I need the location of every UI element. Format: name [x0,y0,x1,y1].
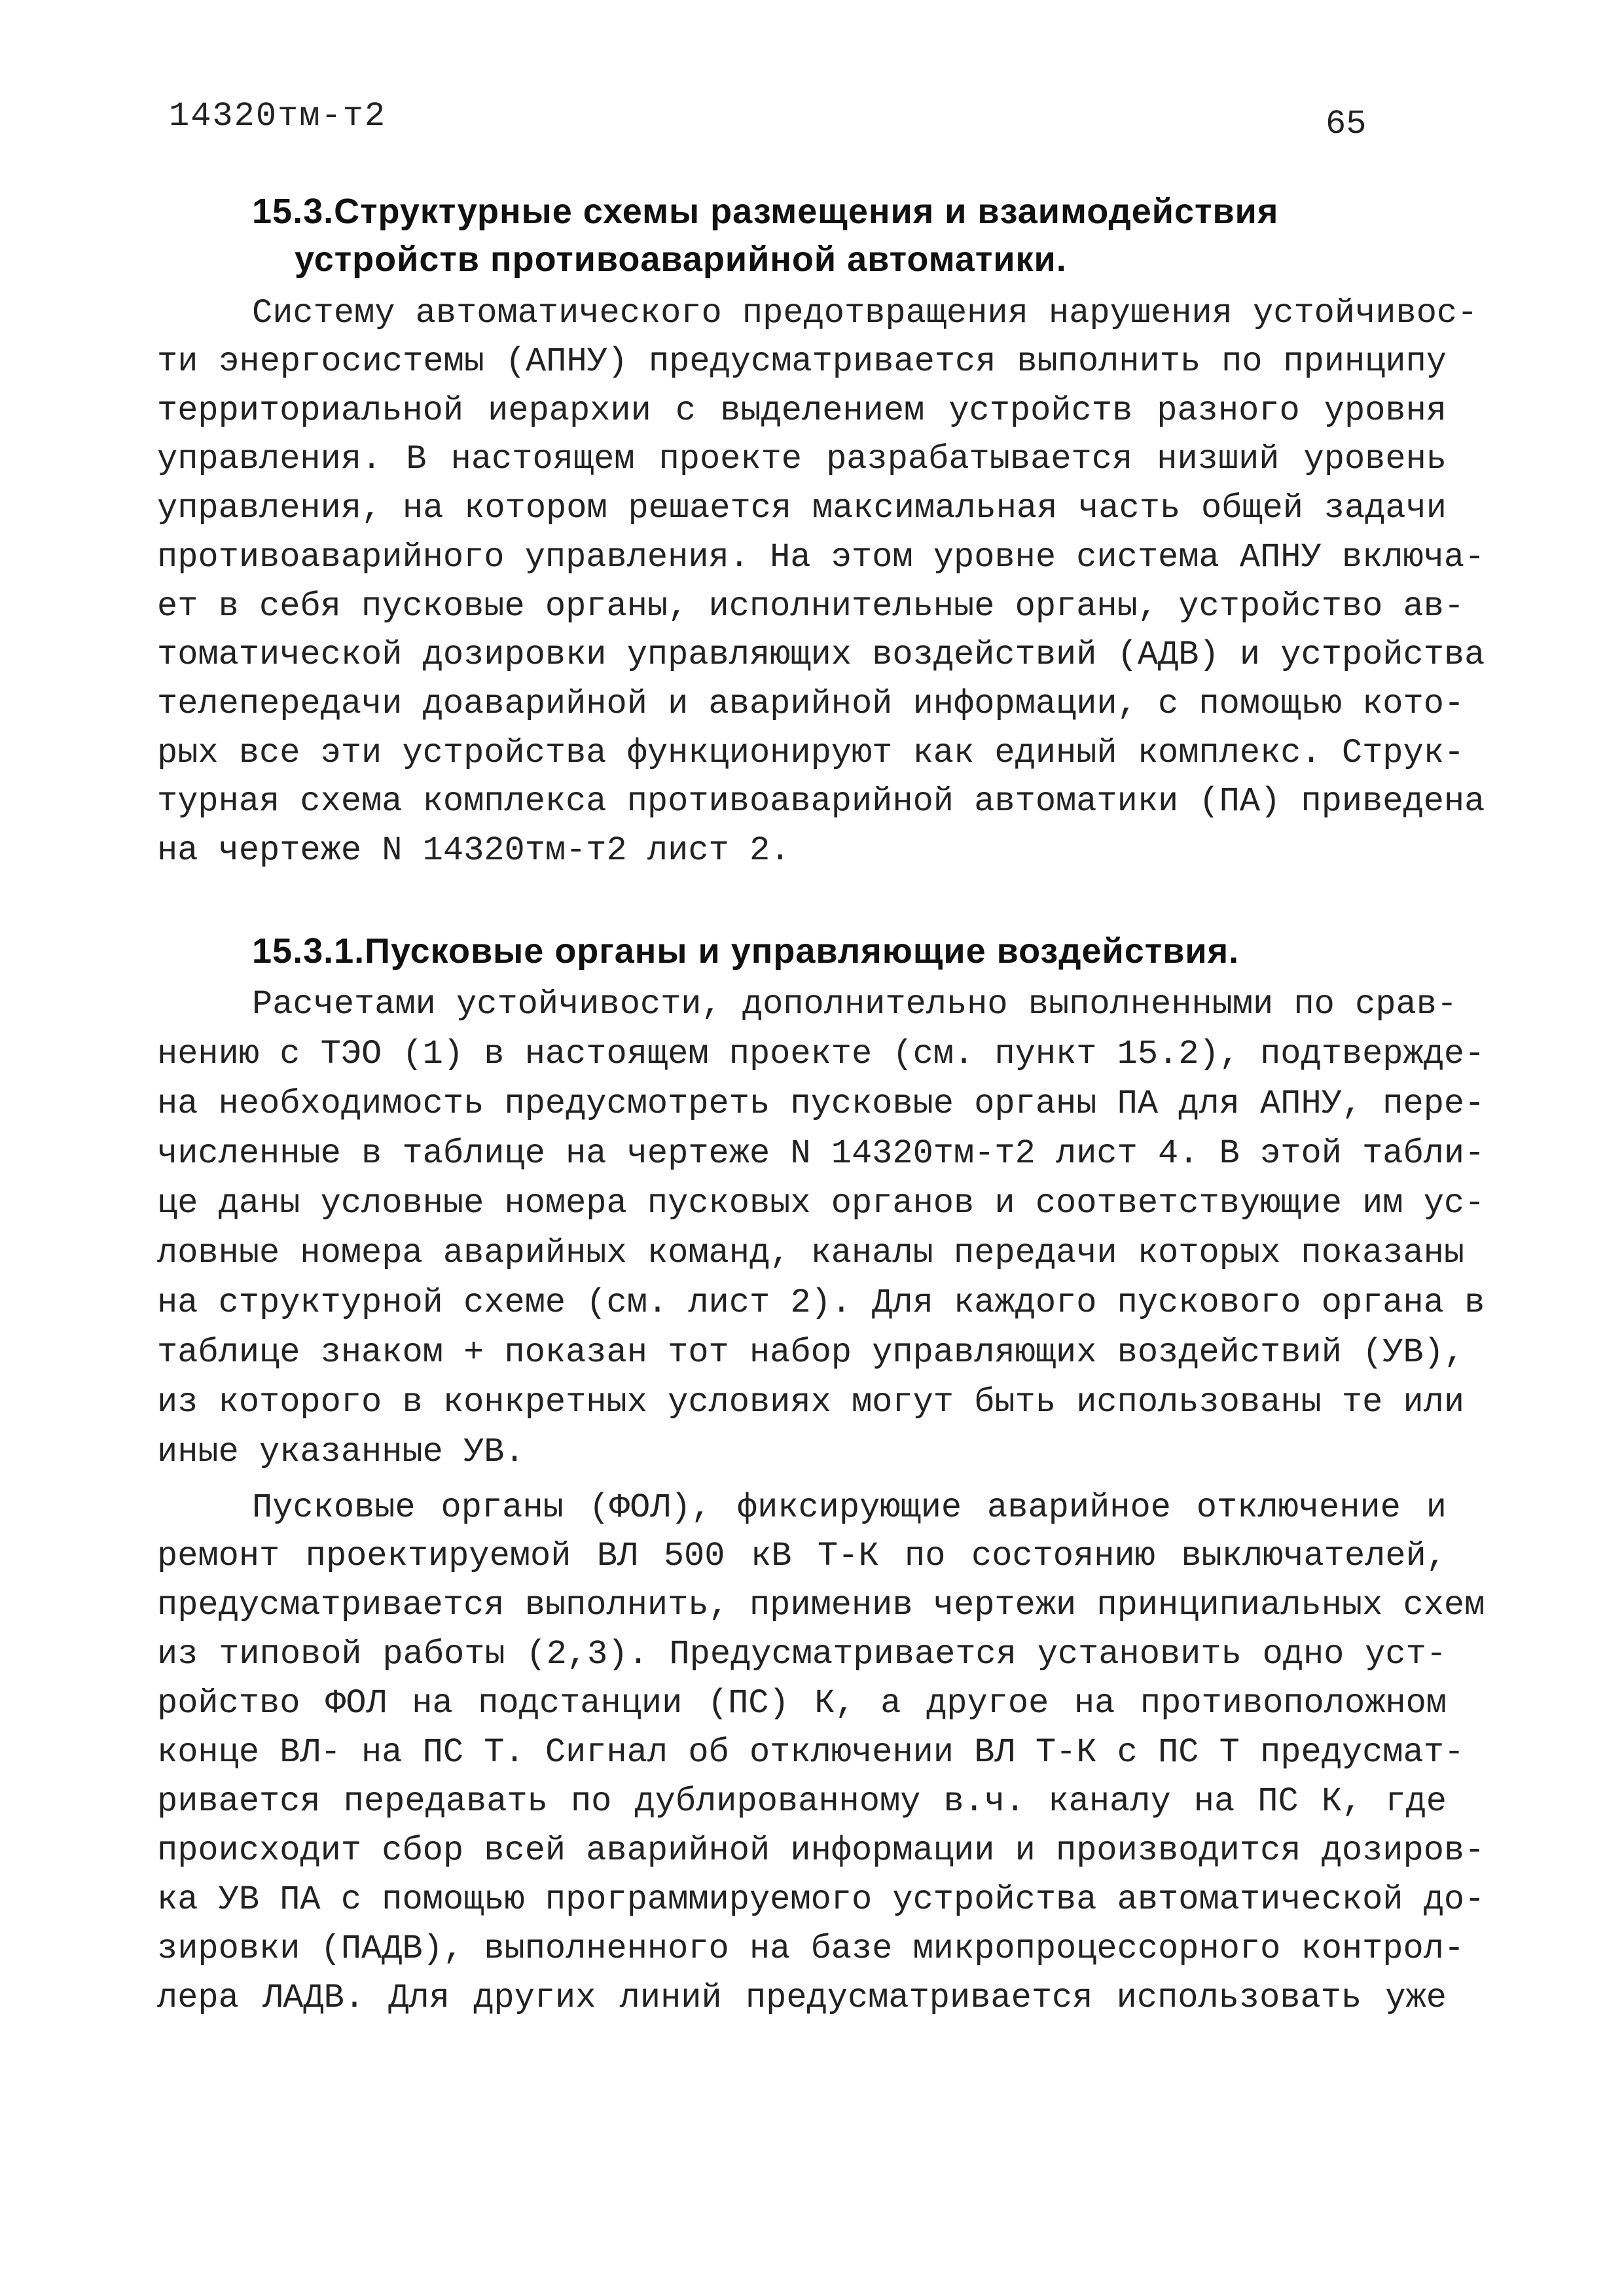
body-line: телепередачи доаварийной и аварийной информации, с помощью кото- [157,685,1465,723]
body-line: ройство ФОЛ на подстанции (ПС) К, а другое на противоположном [157,1684,1447,1723]
body-line: управления. В настоящем проекте разрабатывается низший уровень [157,440,1447,478]
body-line: численные в таблице на чертеже N 14320тм-т2 лист 4. В этой табли- [157,1134,1485,1173]
body-line: управления, на котором решается максимальная часть общей задачи [157,489,1447,528]
body-line: происходит сбор всей аварийной информации и производится дозиров- [157,1831,1485,1870]
body-line: рых все эти устройства функционируют как единый комплекс. Струк- [157,734,1465,772]
page-number: 65 [1326,105,1367,143]
body-line: таблице знаком + показан тот набор управляющих воздействий (УВ), [157,1333,1465,1372]
body-line: Пусковые органы (ФОЛ), фиксирующие аварийное отключение и [252,1488,1447,1527]
body-line: лера ЛАДВ. Для других линий предусматривается использовать уже [157,1979,1447,2017]
body-line: ривается передавать по дублированному в.ч. каналу на ПС К, где [157,1782,1447,1821]
section-heading-15-3-1: 15.3.1.Пусковые органы и управляющие воздействия. [252,931,1240,971]
body-line: иные указанные УВ. [157,1433,525,1471]
body-line: на необходимость предусмотреть пусковые органы ПА для АПНУ, пере- [157,1085,1485,1123]
body-line: на структурной схеме (см. лист 2). Для каждого пускового органа в [157,1283,1485,1322]
body-line: из типовой работы (2,3). Предусматривается установить одно уст- [157,1635,1447,1674]
body-line: нению с ТЭО (1) в настоящем проекте (см. пункт 15.2), подтвержде- [157,1035,1485,1073]
section-heading-15-3-line1: 15.3.Структурные схемы размещения и взаимодействия [252,192,1279,231]
body-line: Систему автоматического предотвращения нарушения устойчивос- [252,294,1478,332]
body-line: из которого в конкретных условиях могут быть использованы те или [157,1383,1465,1422]
body-line: це даны условные номера пусковых органов и соответствующие им ус- [157,1184,1485,1223]
body-line: на чертеже N 14320тм-т2 лист 2. [157,831,791,870]
body-line: противоаварийного управления. На этом уровне система АПНУ включа- [157,538,1485,577]
body-line: зировки (ПАДВ), выполненного на базе микропроцессорного контрол- [157,1929,1465,1968]
body-line: турная схема комплекса противоаварийной автоматики (ПА) приведена [157,782,1485,821]
body-line: ловные номера аварийных команд, каналы передачи которых показаны [157,1234,1465,1272]
document-code: 14320тм-т2 [169,97,387,135]
body-line: территориальной иерархии с выделением устройств разного уровня [157,391,1447,430]
body-line: ремонт проектируемой ВЛ 500 кВ Т-К по состоянию выключателей, [157,1537,1447,1575]
body-line: ка УВ ПА с помощью программируемого устройства автоматической до- [157,1880,1485,1919]
body-line: ти энергосистемы (АПНУ) предусматривается выполнить по принципу [157,342,1447,381]
section-heading-15-3-line2: устройств противоаварийной автоматики. [295,240,1067,279]
body-line: Расчетами устойчивости, дополнительно выполненными по срав- [252,985,1458,1024]
body-line: конце ВЛ- на ПС Т. Сигнал об отключении ВЛ Т-К с ПС Т предусмат- [157,1733,1465,1772]
body-line: ет в себя пусковые органы, исполнительные органы, устройство ав- [157,587,1465,626]
body-line: предусматривается выполнить, применив чертежи принципиальных схем [157,1586,1485,1624]
body-line: томатической дозировки управляющих воздействий (АДВ) и устройства [157,636,1485,674]
